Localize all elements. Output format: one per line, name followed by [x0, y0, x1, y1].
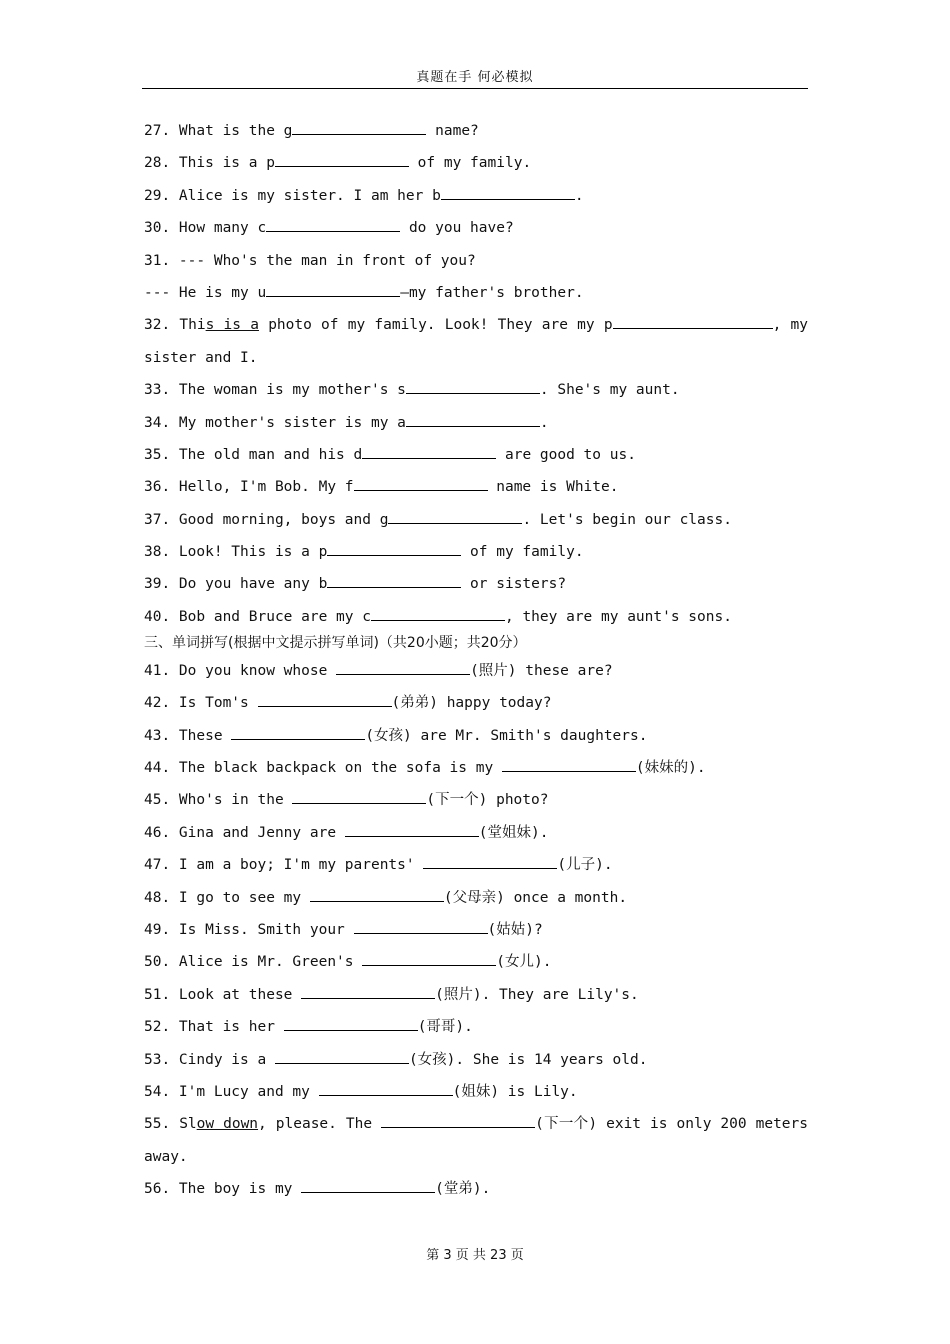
answer-blank[interactable]	[266, 217, 400, 232]
answer-blank[interactable]	[362, 951, 496, 966]
question-52: 52. That is her (哥哥).	[144, 1015, 808, 1047]
question-31: 31. --- Who's the man in front of you?	[144, 252, 476, 269]
answer-blank[interactable]	[266, 282, 400, 297]
answer-blank[interactable]	[336, 660, 470, 675]
question-55-cont: away.	[144, 1148, 188, 1165]
question-50: 50. Alice is Mr. Green's (女儿).	[144, 950, 808, 982]
question-49: 49. Is Miss. Smith your (姑姑)?	[144, 918, 808, 950]
question-27: 27. What is the g name?	[144, 119, 808, 151]
question-34: 34. My mother's sister is my a .	[144, 411, 808, 443]
question-45: 45. Who's in the (下一个) photo?	[144, 788, 808, 820]
question-55: 55. Slow down, please. The (下一个) exit is only 200 meters	[144, 1112, 808, 1144]
question-51: 51. Look at these (照片). They are Lily's.	[144, 983, 808, 1015]
question-40: 40. Bob and Bruce are my c , they are my aunt's sons.	[144, 605, 808, 631]
page-footer: 第 3 页 共 23 页	[426, 1248, 524, 1263]
question-32: 32. This is a photo of my family. Look! They are my p , my	[144, 313, 808, 345]
question-36: 36. Hello, I'm Bob. My f name is White.	[144, 475, 808, 507]
answer-blank[interactable]	[502, 757, 636, 772]
answer-blank[interactable]	[310, 887, 444, 902]
question-44: 44. The black backpack on the sofa is my (妹妹的).	[144, 756, 808, 788]
answer-blank[interactable]	[388, 509, 522, 524]
answer-blank[interactable]	[613, 314, 773, 329]
question-48: 48. I go to see my (父母亲) once a month.	[144, 886, 808, 918]
answer-blank[interactable]	[354, 476, 488, 491]
answer-blank[interactable]	[327, 541, 461, 556]
answer-blank[interactable]	[362, 444, 496, 459]
question-46: 46. Gina and Jenny are (堂姐妹).	[144, 821, 808, 853]
section-title: 三、单词拼写(根据中文提示拼写单词)（共20小题；共20分）	[144, 634, 527, 651]
answer-blank[interactable]	[301, 1178, 435, 1193]
answer-blank[interactable]	[275, 1049, 409, 1064]
question-54: 54. I'm Lucy and my (姐妹) is Lily.	[144, 1080, 808, 1112]
answer-blank[interactable]	[231, 725, 365, 740]
question-33: 33. The woman is my mother's s . She's my aunt.	[144, 378, 808, 410]
question-43: 43. These (女孩) are Mr. Smith's daughters.	[144, 724, 808, 756]
answer-blank[interactable]	[423, 854, 557, 869]
question-47: 47. I am a boy; I'm my parents' (儿子).	[144, 853, 808, 885]
answer-blank[interactable]	[354, 919, 488, 934]
answer-blank[interactable]	[381, 1113, 535, 1128]
question-29: 29. Alice is my sister. I am her b .	[144, 184, 808, 216]
question-38: 38. Look! This is a p of my family.	[144, 540, 808, 572]
answer-blank[interactable]	[292, 789, 426, 804]
answer-blank[interactable]	[371, 606, 505, 621]
question-37: 37. Good morning, boys and g . Let's begin our class.	[144, 508, 808, 540]
answer-blank[interactable]	[327, 573, 461, 588]
answer-blank[interactable]	[292, 120, 426, 135]
exercise-list	[144, 119, 808, 1210]
answer-blank[interactable]	[284, 1016, 418, 1031]
answer-blank[interactable]	[319, 1081, 453, 1096]
answer-blank[interactable]	[406, 379, 540, 394]
question-32-cont: sister and I.	[144, 349, 258, 366]
question-31-answer: --- He is my u —my father's brother.	[144, 281, 808, 313]
answer-blank[interactable]	[441, 185, 575, 200]
answer-blank[interactable]	[345, 822, 479, 837]
question-28: 28. This is a p of my family.	[144, 151, 808, 183]
answer-blank[interactable]	[301, 984, 435, 999]
question-42: 42. Is Tom's (弟弟) happy today?	[144, 691, 808, 723]
question-56: 56. The boy is my (堂弟).	[144, 1177, 808, 1209]
question-35: 35. The old man and his d are good to us.	[144, 443, 808, 475]
answer-blank[interactable]	[258, 692, 392, 707]
question-30: 30. How many c do you have?	[144, 216, 808, 248]
question-41: 41. Do you know whose (照片) these are?	[144, 659, 808, 691]
answer-blank[interactable]	[406, 412, 540, 427]
question-39: 39. Do you have any b or sisters?	[144, 572, 808, 604]
header-rule	[142, 88, 808, 89]
question-53: 53. Cindy is a (女孩). She is 14 years old.	[144, 1048, 808, 1080]
page-header: 真题在手 何必模拟	[416, 70, 534, 85]
answer-blank[interactable]	[275, 152, 409, 167]
